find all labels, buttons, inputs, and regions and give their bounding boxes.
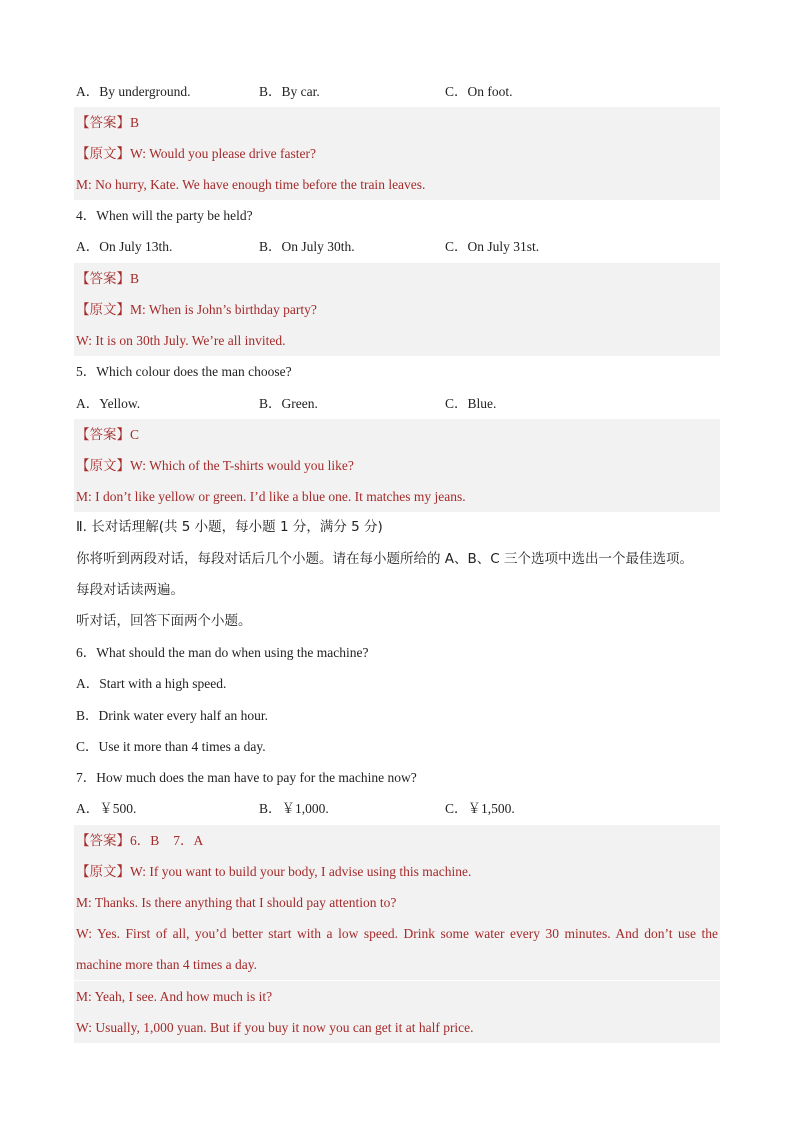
answer-value: B bbox=[130, 271, 140, 286]
script-tag: 【原文】 bbox=[76, 458, 130, 474]
q3-script-line-1 bbox=[74, 138, 720, 169]
answer-value-6: 6．B bbox=[130, 833, 160, 848]
q4-script-line-1 bbox=[74, 294, 720, 325]
section-2-instruction-3: 听对话，回答下面两个小题。 bbox=[76, 613, 252, 629]
q7-options bbox=[74, 793, 720, 824]
q7-option-a: A．￥500. bbox=[76, 801, 137, 816]
q5-script-line-2: M: I don’t like yellow or green. I’d like a blue one. It matches my jeans. bbox=[74, 481, 720, 512]
script-tag: 【原文】 bbox=[76, 302, 130, 318]
q67-script-line-1 bbox=[74, 856, 720, 887]
q7-question: 7．How much does the man have to pay for the machine now? bbox=[76, 770, 417, 785]
q67-script-line-6: W: Usually, 1,000 yuan. But if you buy it now you can get it at half price. bbox=[74, 1012, 720, 1043]
q4-answer bbox=[74, 263, 720, 294]
q6-option-c: C．Use it more than 4 times a day. bbox=[76, 739, 266, 754]
q4-option-a: A．On July 13th. bbox=[76, 239, 173, 254]
q5-answer bbox=[74, 419, 720, 450]
script-tag: 【原文】 bbox=[76, 146, 130, 162]
script-text: M: When is John’s birthday party? bbox=[130, 302, 317, 317]
q4-option-b: B．On July 30th. bbox=[259, 239, 355, 254]
answer-tag: 【答案】 bbox=[76, 271, 130, 287]
q5-option-c: C．Blue. bbox=[445, 396, 497, 411]
answer-value: B bbox=[130, 115, 140, 130]
q3-answer bbox=[74, 107, 720, 138]
q3-option-c: C．On foot. bbox=[445, 84, 513, 99]
q67-script-line-3: W: Yes. First of all, you’d better start with a low speed. Drink some water every 30 minutes. And don’t use the bbox=[74, 918, 720, 949]
q3-option-b: B．By car. bbox=[259, 84, 320, 99]
q7-option-b: B．￥1,000. bbox=[259, 801, 329, 816]
q67-script-line-2: M: Thanks. Is there anything that I should pay attention to? bbox=[74, 887, 720, 918]
script-text: W: Which of the T-shirts would you like? bbox=[130, 458, 354, 473]
q5-option-a: A．Yellow. bbox=[76, 396, 141, 411]
section-2-title: Ⅱ. 长对话理解(共 5 小题，每小题 1 分，满分 5 分) bbox=[76, 519, 383, 535]
section-2-instruction-2: 每段对话读两遍。 bbox=[76, 582, 184, 598]
q4-script-line-2: W: It is on 30th July. We’re all invited. bbox=[74, 325, 720, 356]
answer-tag: 【答案】 bbox=[76, 115, 130, 131]
script-tag: 【原文】 bbox=[76, 864, 130, 880]
q3-options bbox=[74, 76, 720, 107]
q4-question: 4．When will the party be held? bbox=[76, 208, 253, 223]
answer-value-7: 7．A bbox=[173, 833, 204, 848]
script-text: W: If you want to build your body, I advise using this machine. bbox=[130, 864, 472, 879]
q67-script-line-5: M: Yeah, I see. And how much is it? bbox=[74, 981, 720, 1012]
q5-option-b: B．Green. bbox=[259, 396, 318, 411]
q6-option-a: A．Start with a high speed. bbox=[76, 676, 227, 691]
answer-tag: 【答案】 bbox=[76, 427, 130, 443]
answer-value: C bbox=[130, 427, 140, 442]
q5-question: 5．Which colour does the man choose? bbox=[76, 364, 292, 379]
q4-options bbox=[74, 231, 720, 262]
section-2-instruction-1: 你将听到两段对话，每段对话后几个小题。请在每小题所给的 A、B、C 三个选项中选出一个最佳选项。 bbox=[76, 551, 694, 567]
q4-option-c: C．On July 31st. bbox=[445, 239, 540, 254]
q67-script-line-4: machine more than 4 times a day. bbox=[74, 949, 720, 980]
q3-script-line-2: M: No hurry, Kate. We have enough time before the train leaves. bbox=[74, 169, 720, 200]
q7-option-c: C．￥1,500. bbox=[445, 801, 515, 816]
q5-script-line-1 bbox=[74, 450, 720, 481]
q6-option-b: B．Drink water every half an hour. bbox=[76, 708, 268, 723]
q3-option-a: A．By underground. bbox=[76, 84, 191, 99]
q6-question: 6．What should the man do when using the machine? bbox=[76, 645, 369, 660]
script-text: W: Would you please drive faster? bbox=[130, 146, 316, 161]
q67-answer bbox=[74, 825, 720, 856]
q5-options bbox=[74, 388, 720, 419]
answer-tag: 【答案】 bbox=[76, 833, 130, 849]
